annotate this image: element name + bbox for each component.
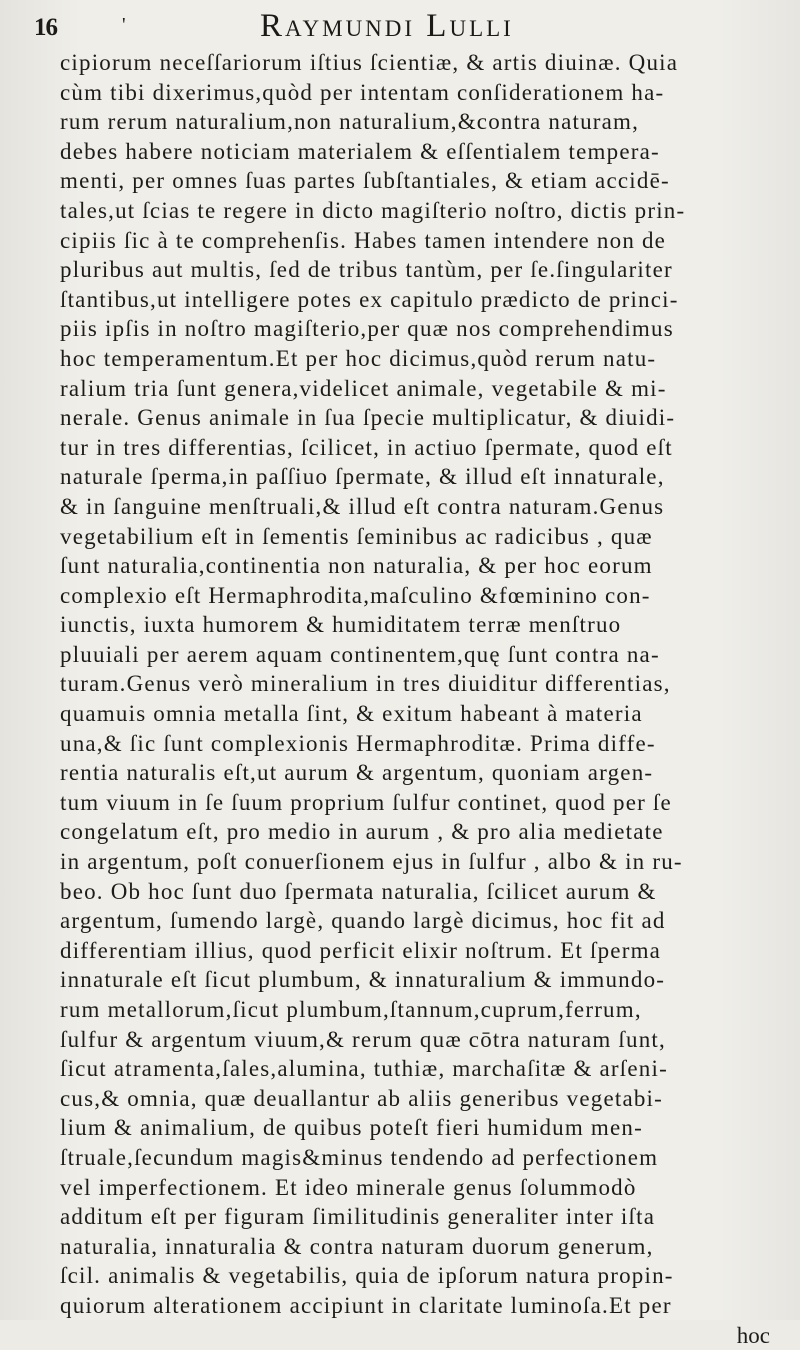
running-title: Raymundi Lulli	[260, 8, 514, 44]
text-line: rum metallorum,ſicut plumbum,ſtannum,cuprum,ferrum,	[60, 997, 642, 1022]
text-line: iunctis, iuxta humorem & humiditatem terræ menſtruo	[60, 612, 622, 638]
body-text	[60, 48, 796, 1350]
text-line: nerale. Genus animale in ſua ſpecie multiplicatur, & diuidi-	[60, 405, 676, 431]
text-line: naturale ſperma,in paſſiuo ſpermate, & illud eſt innaturale,	[60, 464, 665, 490]
text-line: cipiis ſic à te comprehenſis. Habes tamen intendere non de	[60, 227, 667, 253]
text-line: in argentum, poſt conuerſionem ejus in ſulfur , albo & in ru-	[60, 849, 683, 875]
text-line: menti, per omnes ſuas partes ſubſtantiales, & etiam accidē-	[60, 168, 670, 194]
text-line: complexio eſt Hermaphrodita,maſculino &fœminino con-	[60, 582, 651, 608]
text-line: ſcil. animalis & vegetabilis, quia de ipſorum natura propin-	[60, 1263, 674, 1289]
text-line: turam.Genus verò mineralium in tres diuiditur differentias,	[60, 671, 671, 697]
text-line: innaturale eſt ſicut plumbum, & innaturalium & immundo-	[60, 967, 666, 993]
text-line: argentum, ſumendo largè, quando largè dicimus, hoc fit ad	[60, 908, 666, 934]
text-line: quiorum alterationem accipiunt in claritate luminoſa.Et per	[60, 1292, 672, 1318]
text-line: congelatum eſt, pro medio in aurum , & pro alia medietate	[60, 819, 664, 845]
text-line: tur in tres differentias, ſcilicet, in actiuo ſpermate, quod eſt	[60, 434, 673, 460]
text-line: differentiam illius, quod perficit elixir noſtrum. Et ſperma	[60, 937, 662, 963]
text-line: & in ſanguine menſtruali,& illud eſt contra naturam.Genus	[60, 493, 665, 519]
catchword: hoc	[736, 1322, 770, 1348]
page-number: 16	[34, 14, 57, 41]
text-line: ſulfur & argentum viuum,& rerum quæ cōtra naturam ſunt,	[60, 1026, 666, 1052]
text-line: hoc temperamentum.Et per hoc dicimus,quòd rerum natu-	[60, 345, 657, 371]
text-line: debes habere noticiam materialem & eſſentialem tempera-	[60, 138, 660, 164]
text-line: pluribus aut multis, ſed de tribus tantùm, per ſe.ſingulariter	[60, 257, 673, 283]
text-line: cipiorum neceſſariorum iſtius ſcientiæ, & artis diuinæ. Quia	[60, 50, 679, 75]
text-line: lium & animalium, de quibus poteſt fieri humidum men-	[60, 1115, 643, 1141]
text-line: vel imperfectionem. Et ideo minerale genus ſolummodò	[60, 1174, 637, 1200]
text-line: beo. Ob hoc ſunt duo ſpermata naturalia, ſcilicet aurum &	[60, 878, 657, 904]
header-mark: '	[122, 14, 126, 36]
text-line: tales,ut ſcias te regere in dicto magiſterio noſtro, dictis prin-	[60, 197, 686, 223]
text-line: naturalia, innaturalia & contra naturam duorum generum,	[60, 1233, 654, 1259]
text-line: rum rerum naturalium,non naturalium,&contra naturam,	[60, 109, 640, 135]
text-line: ſtantibus,ut intelligere potes ex capitulo prædicto de princi-	[60, 286, 679, 312]
text-line: piis ipſis in noſtro magiſterio,per quæ nos comprehendimus	[60, 316, 674, 342]
text-line: additum eſt per figuram ſimilitudinis generaliter inter iſta	[60, 1204, 656, 1230]
text-line: ralium tria ſunt genera,videlicet animale, vegetabile & mi-	[60, 375, 667, 401]
text-line: pluuiali per aerem aquam continentem,quę ſunt contra na-	[60, 641, 660, 667]
text-line: ſicut atramenta,ſales,alumina, tuthiæ, marchaſitæ & arſeni-	[60, 1056, 668, 1082]
text-line: ſunt naturalia,continentia non naturalia, & per hoc eorum	[60, 553, 653, 579]
text-line: cùm tibi dixerimus,quòd per intentam conſiderationem ha-	[60, 79, 665, 105]
text-line: vegetabilium eſt in ſementis ſeminibus ac radicibus , quæ	[60, 523, 653, 549]
text-line: tum viuum in ſe ſuum proprium ſulfur continet, quod per ſe	[60, 789, 672, 815]
text-line: quamuis omnia metalla ſint, & exitum habeant à materia	[60, 701, 643, 727]
text-line: ſtruale,ſecundum magis&minus tendendo ad perfectionem	[60, 1144, 659, 1170]
page-header	[34, 8, 796, 44]
text-line: cus,& omnia, quæ deuallantur ab aliis generibus vegetabi-	[60, 1085, 664, 1111]
text-line: una,& ſic ſunt complexionis Hermaphroditæ. Prima diffe-	[60, 730, 656, 756]
text-line: rentia naturalis eſt,ut aurum & argentum, quoniam argen-	[60, 760, 654, 786]
